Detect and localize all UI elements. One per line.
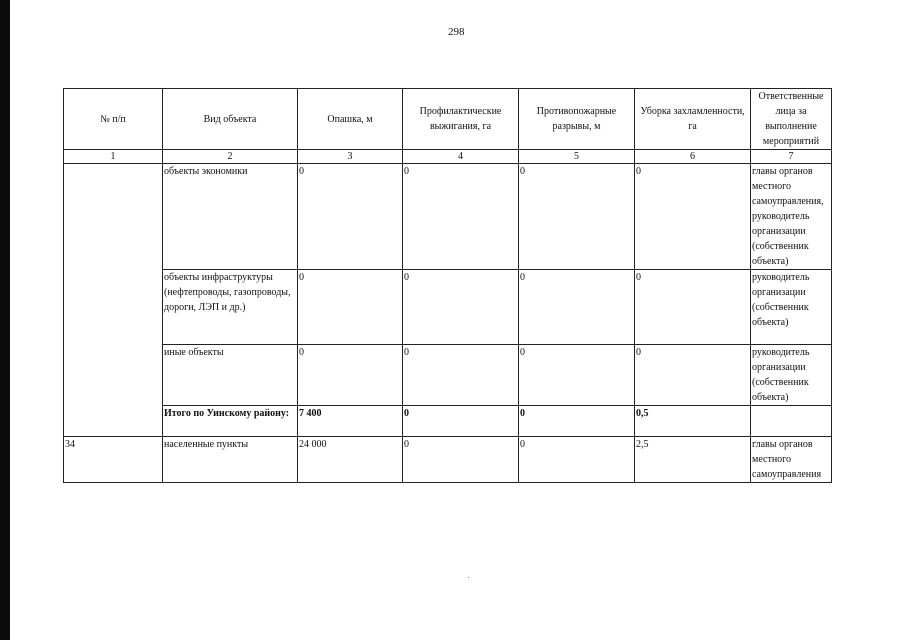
scan-edge-bar [0,0,10,640]
header-row [64,89,832,150]
header-cell-type: Вид объекта [163,89,298,150]
column-number: 7 [751,150,832,164]
table-row [64,164,832,270]
breaks-cell: 0 [519,437,635,483]
table-row [64,345,832,406]
table-row [64,437,832,483]
column-number: 3 [298,150,403,164]
object-type-cell: объекты инфраструктуры (нефтепроводы, газопроводы, дороги, ЛЭП и др.) [163,270,298,345]
object-type-cell: иные объекты [163,345,298,406]
header-cell-breaks: Противопожарные разрывы, м [519,89,635,150]
breaks-cell: 0 [519,345,635,406]
cleaning-cell: 0 [635,164,751,270]
object-type-cell: объекты экономики [163,164,298,270]
measures-table [63,88,832,483]
header-cell-burning: Профилактические выжигания, га [403,89,519,150]
column-number-row [64,150,832,164]
row-number-cell [64,164,163,270]
scan-speck [468,577,469,578]
responsible-cell: руководитель организации (собственник объекта) [751,270,832,345]
burning-cell: 0 [403,437,519,483]
table-row [64,270,832,345]
cleaning-cell: 0,5 [635,406,751,437]
header-cell-num: № п/п [64,89,163,150]
breaks-cell: 0 [519,164,635,270]
responsible-cell [751,406,832,437]
plowing-cell: 0 [298,270,403,345]
header-cell-plowing: Опашка, м [298,89,403,150]
responsible-cell: руководитель организации (собственник объекта) [751,345,832,406]
header-cell-cleaning: Уборка захламленности, га [635,89,751,150]
column-number: 6 [635,150,751,164]
cleaning-cell: 2,5 [635,437,751,483]
object-type-cell: Итого по Уинскому району: [163,406,298,437]
plowing-cell: 0 [298,164,403,270]
responsible-cell: главы органов местного самоуправления, руководитель организации (собственник объекта) [751,164,832,270]
column-number: 5 [519,150,635,164]
header-cell-responsible: Ответственные лица за выполнение мероприятий [751,89,832,150]
row-number-cell: 34 [64,437,163,483]
table-row-total [64,406,832,437]
burning-cell: 0 [403,164,519,270]
plowing-cell: 7 400 [298,406,403,437]
plowing-cell: 24 000 [298,437,403,483]
breaks-cell: 0 [519,270,635,345]
breaks-cell: 0 [519,406,635,437]
burning-cell: 0 [403,345,519,406]
column-number: 1 [64,150,163,164]
row-number-cell [64,406,163,437]
cleaning-cell: 0 [635,345,751,406]
page-number: 298 [448,26,465,38]
cleaning-cell: 0 [635,270,751,345]
burning-cell: 0 [403,406,519,437]
object-type-cell: населенные пункты [163,437,298,483]
plowing-cell: 0 [298,345,403,406]
responsible-cell: главы органов местного самоуправления [751,437,832,483]
row-number-cell [64,345,163,406]
column-number: 2 [163,150,298,164]
burning-cell: 0 [403,270,519,345]
column-number: 4 [403,150,519,164]
row-number-cell [64,270,163,345]
